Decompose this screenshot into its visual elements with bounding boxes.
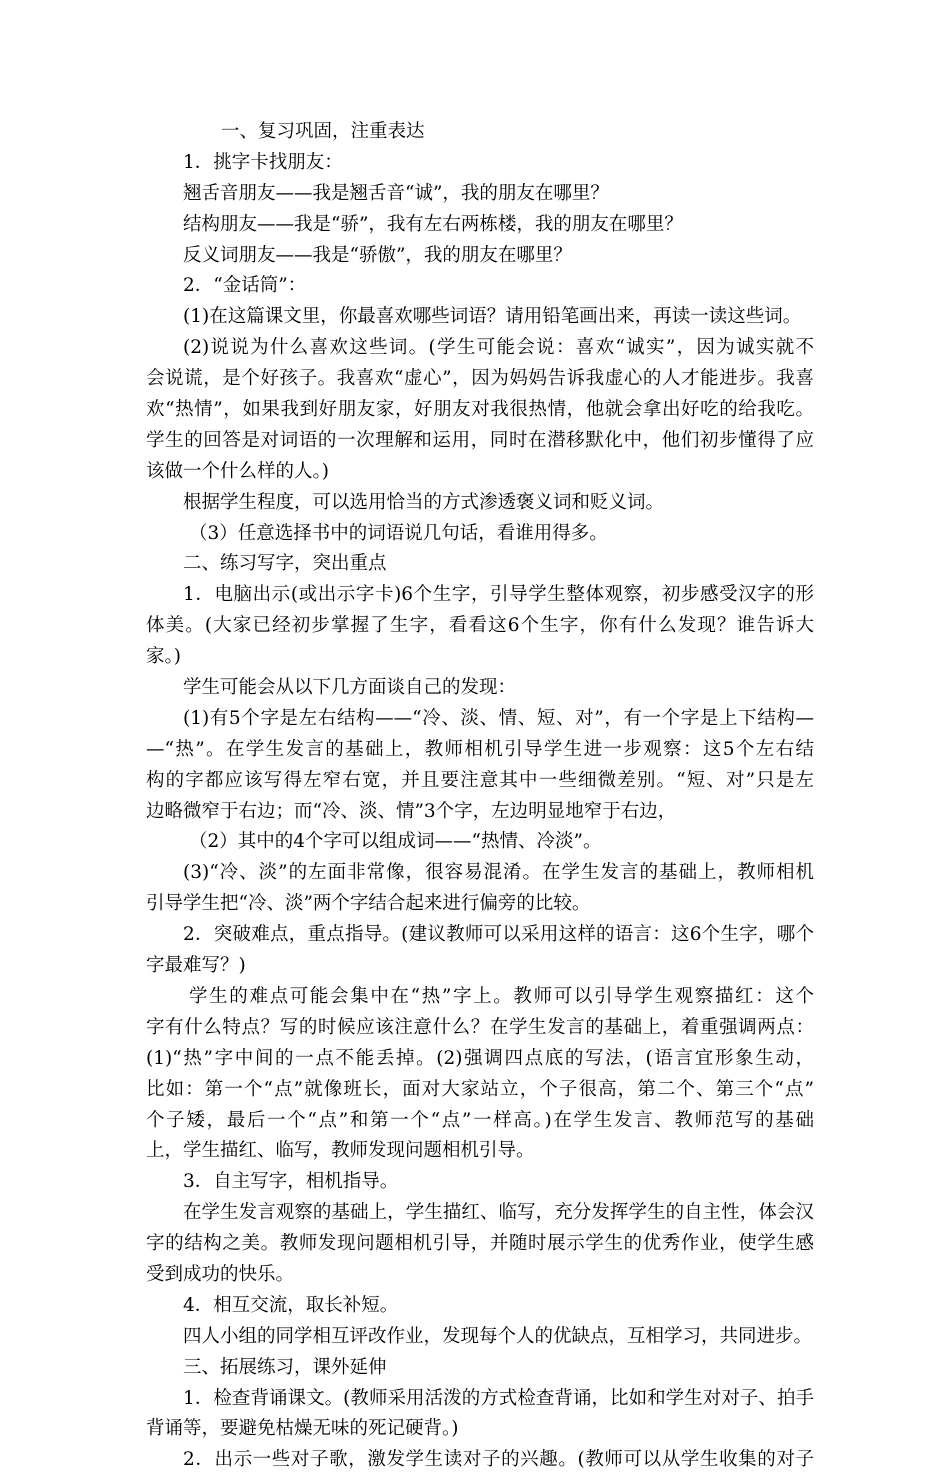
paragraph-line: 字的结构之美。教师发现问题相机引导，并随时展示学生的优秀作业，使学生感	[146, 1233, 814, 1255]
paragraph-line: —“热”。在学生发言的基础上，教师相机引导学生进一步观察：这5个左右结	[146, 738, 814, 760]
subheading: 3．自主写字，相机指导。	[183, 1171, 399, 1193]
paragraph-line: 体美。(大家已经初步掌握了生字，看看这6个生字，你有什么发现？谁告诉大	[146, 615, 814, 637]
paragraph-line: 字有什么特点？写的时候应该注意什么？在学生发言的基础上，着重强调两点：	[146, 1016, 814, 1038]
paragraph-line: (1)有5个字是左右结构——“冷、淡、情、短、对”，有一个字是上下结构—	[183, 707, 814, 729]
paragraph-line: 背诵等，要避免枯燥无味的死记硬背。)	[146, 1418, 459, 1440]
paragraph-line: 1．检查背诵课文。(教师采用活泼的方式检查背诵，比如和学生对对子、拍手	[183, 1387, 814, 1409]
paragraph-line: 结构朋友——我是“骄”，我有左右两栋楼，我的朋友在哪里？	[183, 213, 683, 235]
section-heading-3: 三、拓展练习，课外延伸	[183, 1356, 387, 1378]
paragraph-line: (1)“热”字中间的一点不能丢掉。(2)强调四点底的写法，(语言宜形象生动，	[146, 1047, 814, 1069]
paragraph-line: （3）任意选择书中的词语说几句话，看谁用得多。	[189, 522, 608, 544]
paragraph-line: (2)说说为什么喜欢这些词。(学生可能会说：喜欢“诚实”，因为诚实就不	[183, 337, 814, 359]
subheading: 1．挑字卡找朋友：	[183, 151, 343, 173]
paragraph-line: 2．突破难点，重点指导。(建议教师可以采用这样的语言：这6个生字，哪个	[183, 924, 814, 946]
paragraph-line: 2．出示一些对子歌，激发学生读对子的兴趣。(教师可以从学生收集的对子	[183, 1449, 814, 1471]
paragraph-line: 上，学生描红、临写，教师发现问题相机引导。	[146, 1140, 535, 1162]
paragraph-line: 构的字都应该写得左窄右宽，并且要注意其中一些细微差别。“短、对”只是左	[146, 769, 814, 791]
paragraph-line: （2）其中的4个字可以组成词——“热情、冷淡”。	[189, 831, 602, 853]
subheading: 4．相互交流，取长补短。	[183, 1294, 399, 1316]
paragraph-line: (3)“冷、淡”的左面非常像，很容易混淆。在学生发言的基础上，教师相机	[183, 862, 814, 884]
paragraph-line: 字最难写？)	[146, 955, 246, 977]
paragraph-line: 边略微窄于右边；而“冷、淡、情”3个字，左边明显地窄于右边，	[146, 800, 677, 822]
paragraph-line: 欢“热情”，如果我到好朋友家，好朋友对我很热情，他就会拿出好吃的给我吃。	[146, 399, 814, 421]
paragraph-line: 受到成功的快乐。	[146, 1263, 295, 1285]
paragraph-line: 引导学生把“冷、淡”两个字结合起来进行偏旁的比较。	[146, 893, 591, 915]
section-heading-2: 二、练习写字，突出重点	[183, 553, 387, 575]
document-page	[146, 117, 814, 1476]
paragraph-line: 反义词朋友——我是“骄傲”，我的朋友在哪里？	[183, 244, 572, 266]
paragraph-line: 翘舌音朋友——我是翘舌音“诚”，我的朋友在哪里？	[183, 182, 609, 204]
paragraph-line: 学生可能会从以下几方面谈自己的发现：	[183, 677, 517, 699]
paragraph-line: 该做一个什么样的人。)	[146, 460, 329, 482]
paragraph-line: (1)在这篇课文里，你最喜欢哪些词语？请用铅笔画出来，再读一读这些词。	[183, 306, 802, 328]
paragraph-line: 1．电脑出示(或出示字卡)6个生字，引导学生整体观察，初步感受汉字的形	[183, 584, 814, 606]
section-heading-1: 一、复习巩固，注重表达	[221, 121, 425, 142]
paragraph-line: 学生的回答是对词语的一次理解和运用，同时在潜移默化中，他们初步懂得了应	[146, 429, 814, 451]
paragraph-line: 个子矮，最后一个“点”和第一个“点”一样高。)在学生发言、教师范写的基础	[146, 1109, 814, 1131]
paragraph-line: 家。)	[146, 646, 181, 668]
paragraph-line: 会说谎，是个好孩子。我喜欢“虚心”，因为妈妈告诉我虚心的人才能进步。我喜	[146, 368, 814, 390]
paragraph-line: 比如：第一个“点”就像班长，面对大家站立，个子很高，第二个、第三个“点”	[146, 1078, 814, 1100]
paragraph-line: 根据学生程度，可以选用恰当的方式渗透褒义词和贬义词。	[183, 491, 665, 513]
paragraph-line: 学生的难点可能会集中在“热”字上。教师可以引导学生观察描红：这个	[189, 985, 814, 1007]
subheading: 2．“金话筒”：	[183, 275, 307, 297]
paragraph-line: 在学生发言观察的基础上，学生描红、临写，充分发挥学生的自主性，体会汉	[183, 1202, 814, 1224]
paragraph-line: 四人小组的同学相互评改作业，发现每个人的优缺点，互相学习，共同进步。	[183, 1325, 813, 1347]
